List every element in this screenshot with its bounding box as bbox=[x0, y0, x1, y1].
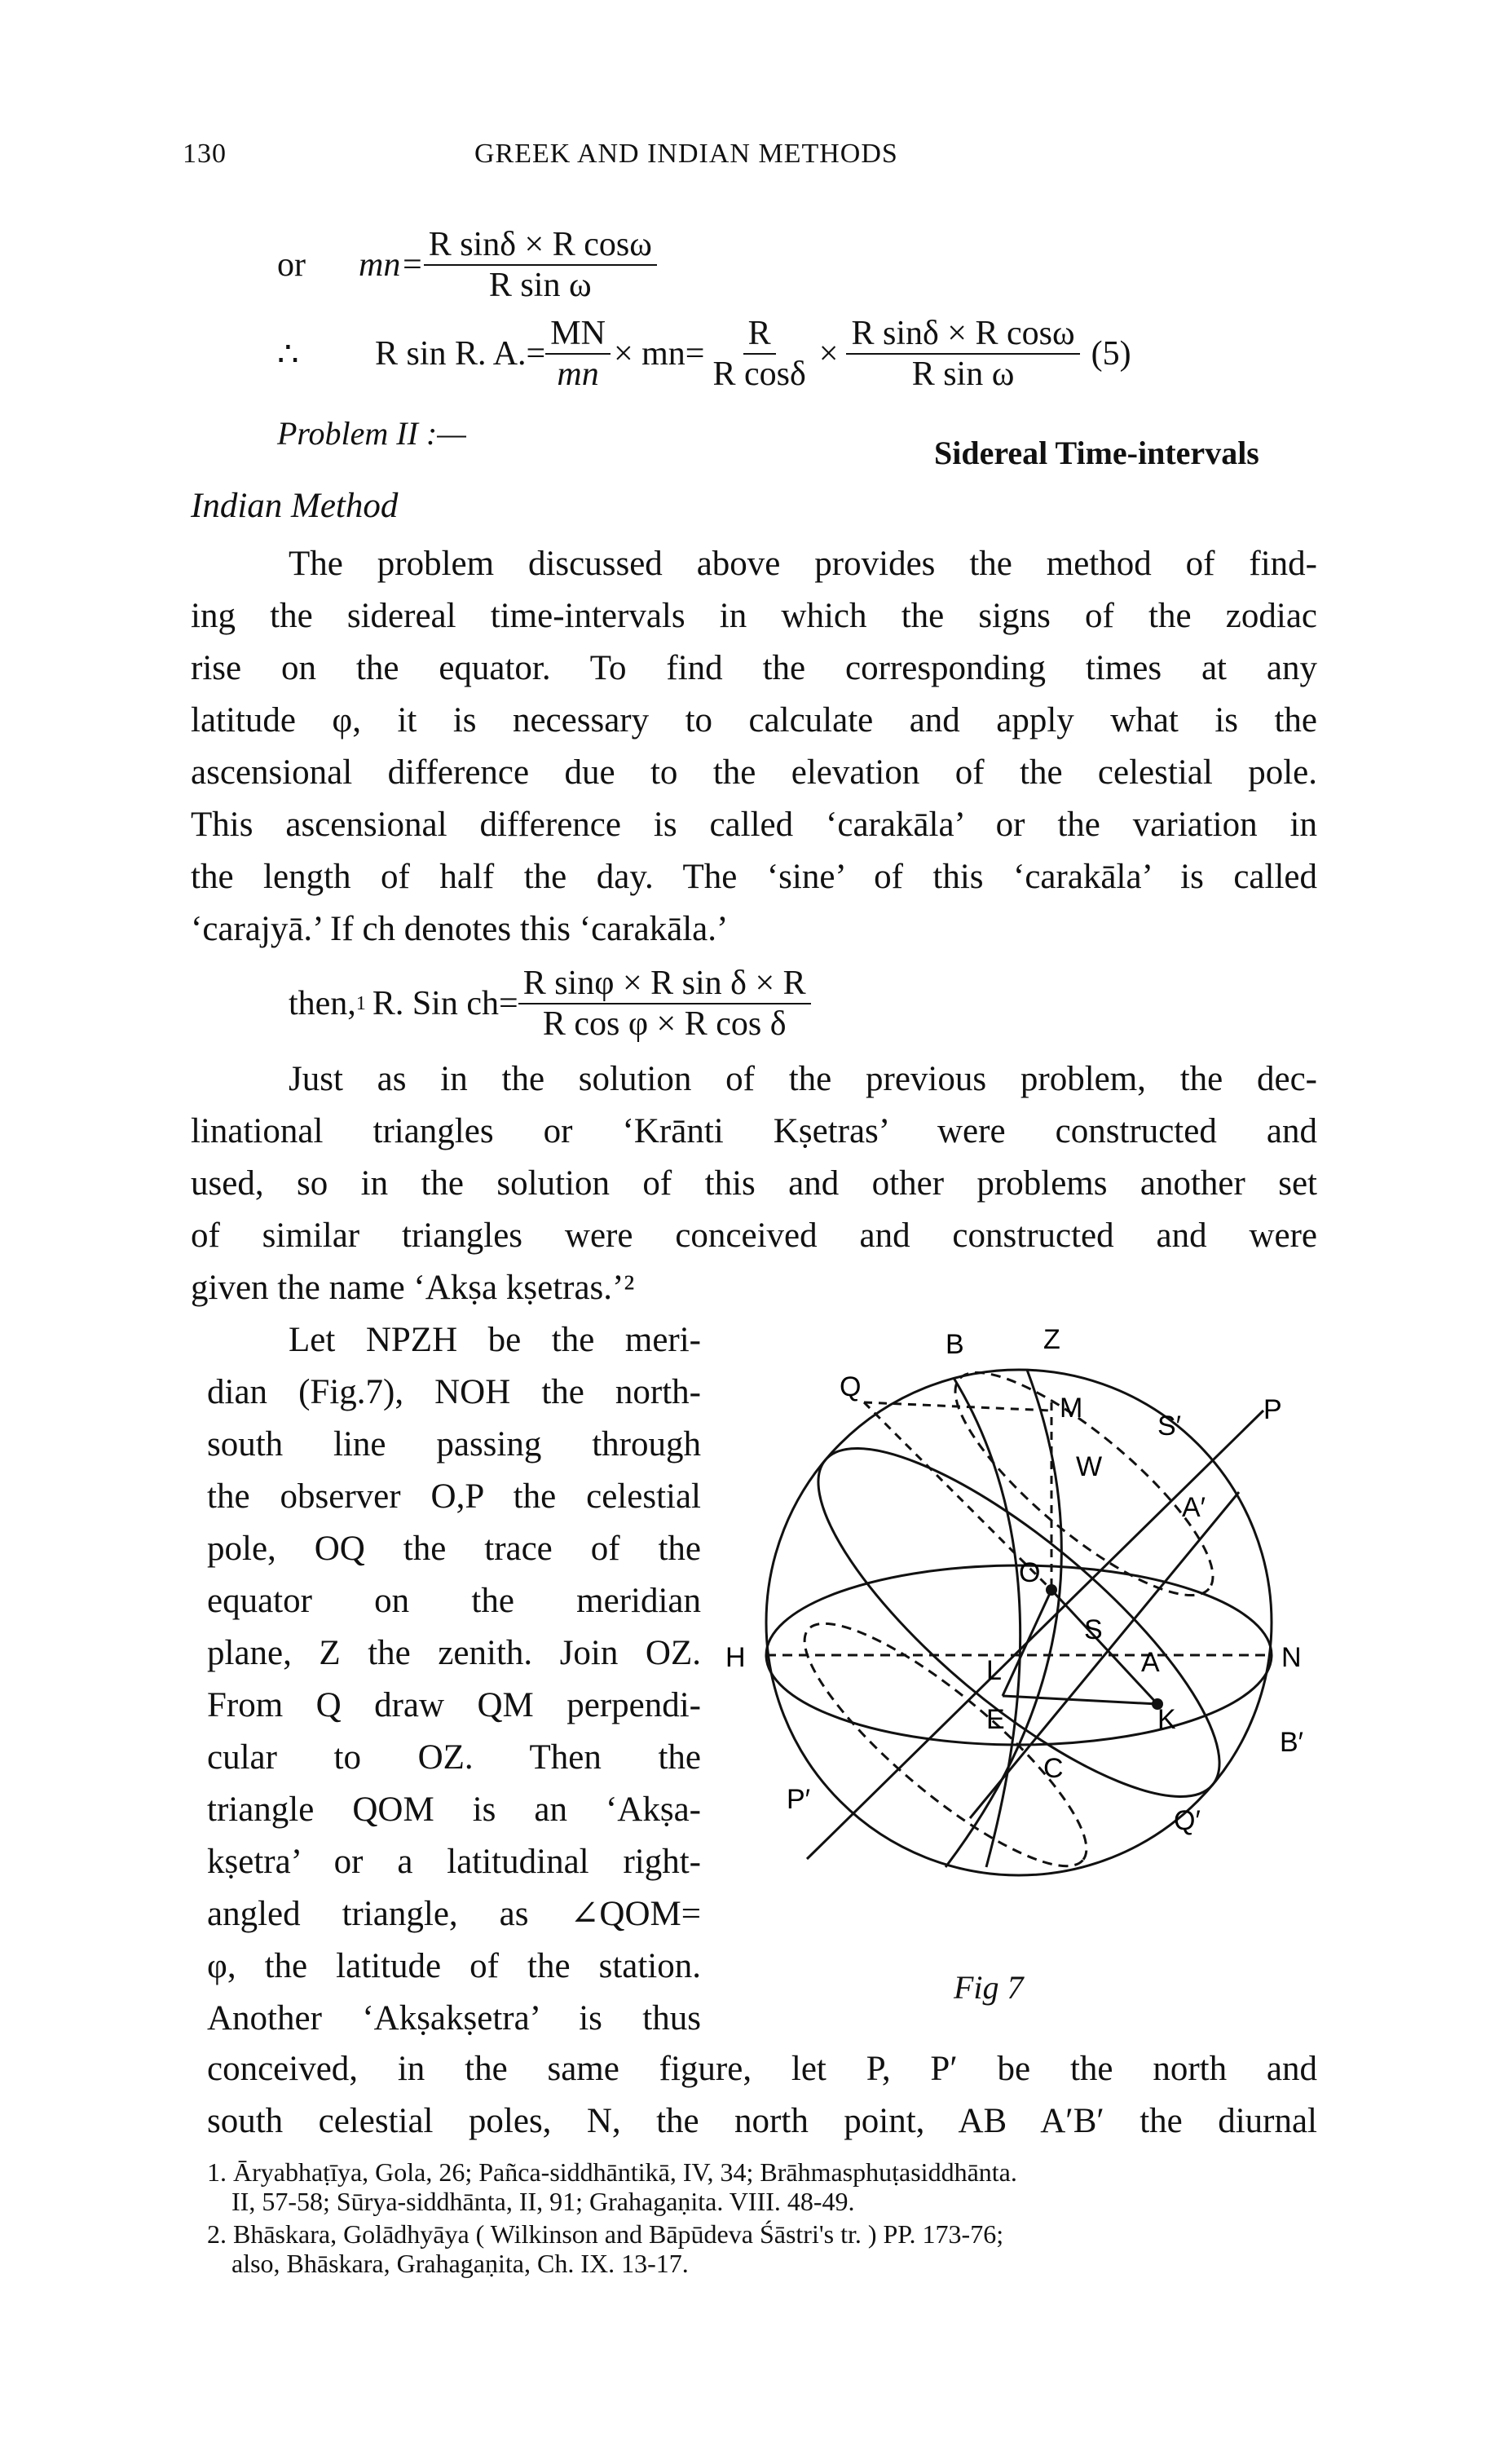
figure-caption: Fig 7 bbox=[954, 1969, 1024, 2006]
p2-line: of similar triangles were conceived and constructed and were bbox=[191, 1216, 1317, 1255]
eq3-numerator: R sinφ × R sin δ × R bbox=[518, 964, 811, 1004]
p3-line: plane, Z the zenith. Join OZ. bbox=[207, 1634, 701, 1672]
p1-line: latitude φ, it is necessary to calculate and apply what is the bbox=[191, 701, 1317, 740]
eq1-denominator: R sin ω bbox=[488, 267, 592, 304]
label-B-prime: B′ bbox=[1280, 1727, 1304, 1758]
observer-point-O bbox=[1046, 1584, 1057, 1596]
p3-line: triangle QOM is an ‘Akṣa- bbox=[207, 1790, 701, 1829]
eq2-number: (5) bbox=[1091, 335, 1131, 373]
p4-line: south celestial poles, N, the north point, AB A′B′ the diurnal bbox=[207, 2102, 1317, 2140]
label-Q: Q bbox=[840, 1371, 862, 1402]
label-N: N bbox=[1281, 1642, 1302, 1673]
eq2-prefix: ∴ bbox=[277, 336, 299, 373]
equation-1 bbox=[277, 225, 657, 305]
eq2-f2-num: R bbox=[743, 314, 776, 355]
label-Z: Z bbox=[1043, 1324, 1060, 1355]
p2-line: Just as in the solution of the previous problem, the dec- bbox=[289, 1060, 1317, 1098]
p3-line: equator on the meridian bbox=[207, 1582, 701, 1620]
eq2-f1-den: mn bbox=[557, 355, 599, 393]
p2-line: used, so in the solution of this and other problems another set bbox=[191, 1164, 1317, 1203]
problem-heading: Problem II :— bbox=[277, 415, 466, 452]
eq2-times: × bbox=[818, 335, 839, 373]
label-E: E bbox=[986, 1704, 1005, 1735]
equation-3 bbox=[289, 964, 811, 1044]
p3-line: Let NPZH be the meri- bbox=[289, 1321, 701, 1359]
p4-line: conceived, in the same figure, let P, P′ be the north and bbox=[207, 2050, 1317, 2088]
paragraph-2 bbox=[191, 1053, 1317, 1314]
paragraph-4 bbox=[207, 2043, 1317, 2148]
diurnal-circle-upper bbox=[928, 1341, 1241, 1626]
label-Q-prime: Q′ bbox=[1174, 1805, 1201, 1836]
p1-line: ascensional difference due to the elevation of the celestial pole. bbox=[191, 753, 1317, 792]
label-K: K bbox=[1157, 1704, 1176, 1735]
footnote-1-line-2: II, 57-58; Sūrya-siddhānta, II, 91; Grahagaṇita. VIII. 48-49. bbox=[231, 2187, 855, 2216]
running-title: GREEK AND INDIAN METHODS bbox=[474, 139, 898, 169]
eq2-lhs: R sin R. A.= bbox=[375, 335, 546, 373]
polar-axis bbox=[807, 1411, 1263, 1859]
equator-ellipse bbox=[773, 1397, 1265, 1848]
p3-line: kṣetra’ or a latitudinal right- bbox=[207, 1843, 701, 1881]
eq2-fraction-2 bbox=[708, 314, 810, 394]
celestial-sphere-outline bbox=[766, 1370, 1272, 1875]
p3-line: pole, OQ the trace of the bbox=[207, 1530, 701, 1568]
label-M: M bbox=[1060, 1393, 1083, 1424]
label-S: S bbox=[1084, 1614, 1103, 1645]
footnote-1-line-1: 1. Āryabhaṭīya, Gola, 26; Pañca-siddhāntikā, IV, 34; Brāhmasphuṭasiddhānta. bbox=[207, 2157, 1017, 2187]
p2-line: linational triangles or ‘Krānti Kṣetras’ were constructed and bbox=[191, 1112, 1317, 1150]
p2-line: given the name ‘Akṣa kṣetras.’² bbox=[191, 1269, 635, 1307]
footnote-2-line-1: 2. Bhāskara, Golādhyāya ( Wilkinson and Bāpūdeva Śāstri's tr. ) PP. 173-76; bbox=[207, 2219, 1004, 2249]
p3-line: cular to OZ. Then the bbox=[207, 1738, 701, 1777]
eq2-f3-num: R sinδ × R cosω bbox=[846, 314, 1079, 355]
eq1-lhs: mn= bbox=[359, 246, 424, 284]
eq3-footnote-ref: 1 bbox=[355, 992, 366, 1014]
eq3-fraction bbox=[518, 964, 811, 1044]
eq1-numerator: R sinδ × R cosω bbox=[424, 225, 657, 266]
eq3-lhs: R. Sin ch= bbox=[372, 985, 518, 1022]
eq2-fraction-1 bbox=[545, 314, 611, 394]
label-B: B bbox=[946, 1329, 964, 1360]
label-P: P bbox=[1263, 1394, 1282, 1425]
label-P-prime: P′ bbox=[787, 1784, 811, 1815]
p1-line: This ascensional difference is called ‘carakāla’ or the variation in bbox=[191, 806, 1317, 844]
prime-vertical-arc bbox=[954, 1378, 1020, 1867]
p3-line: From Q draw QM perpendi- bbox=[207, 1686, 701, 1724]
p1-line: rise on the equator. To find the corresponding times at any bbox=[191, 649, 1317, 687]
p1-line: the length of half the day. The ‘sine’ of this ‘carakāla’ is called bbox=[191, 858, 1317, 896]
label-C: C bbox=[1043, 1753, 1064, 1784]
method-heading: Indian Method bbox=[191, 487, 399, 525]
label-A-prime: A′ bbox=[1182, 1492, 1206, 1523]
equation-2 bbox=[277, 314, 1131, 394]
p3-line: angled triangle, as ∠QOM= bbox=[207, 1895, 701, 1933]
p1-line: The problem discussed above provides the method of find- bbox=[289, 545, 1317, 583]
eq2-f1-num: MN bbox=[545, 314, 611, 355]
paragraph-1 bbox=[191, 538, 1317, 956]
eq3-prefix: then, bbox=[289, 985, 356, 1022]
label-L: L bbox=[986, 1655, 1002, 1686]
line-LK bbox=[1003, 1696, 1157, 1704]
p1-line: ‘carajyā.’ If ch denotes this ‘carakāla.’ bbox=[191, 910, 729, 948]
paragraph-3 bbox=[207, 1314, 701, 2045]
section-heading: Sidereal Time-intervals bbox=[934, 435, 1259, 471]
p3-line: φ, the latitude of the station. bbox=[207, 1947, 701, 1985]
footnotes bbox=[207, 2157, 1332, 2278]
p3-line: Another ‘Akṣakṣetra’ is thus bbox=[207, 1999, 701, 2038]
eq3-denominator: R cos φ × R cos δ bbox=[542, 1005, 787, 1043]
eq1-prefix: or bbox=[277, 246, 306, 284]
eq2-mid: × mn= bbox=[613, 335, 705, 373]
label-A: A bbox=[1141, 1647, 1160, 1678]
label-W: W bbox=[1076, 1451, 1103, 1482]
label-S-prime: S′ bbox=[1157, 1411, 1182, 1442]
eq2-f2-den: R cosδ bbox=[712, 355, 806, 393]
label-H: H bbox=[725, 1642, 746, 1673]
p3-line: dian (Fig.7), NOH the north- bbox=[207, 1373, 701, 1411]
eq2-fraction-3 bbox=[846, 314, 1079, 394]
eq2-f3-den: R sin ω bbox=[911, 355, 1015, 393]
label-O: O bbox=[1019, 1557, 1041, 1588]
footnote-2-line-2: also, Bhāskara, Grahagaṇita, Ch. IX. 13-17. bbox=[231, 2249, 689, 2278]
eq1-fraction bbox=[424, 225, 657, 305]
p1-line: ing the sidereal time-intervals in which the signs of the zodiac bbox=[191, 597, 1317, 635]
page-number: 130 bbox=[183, 139, 227, 169]
p3-line: south line passing through bbox=[207, 1425, 701, 1464]
p3-line: the observer O,P the celestial bbox=[207, 1477, 701, 1516]
figure-7 bbox=[701, 1321, 1345, 1892]
